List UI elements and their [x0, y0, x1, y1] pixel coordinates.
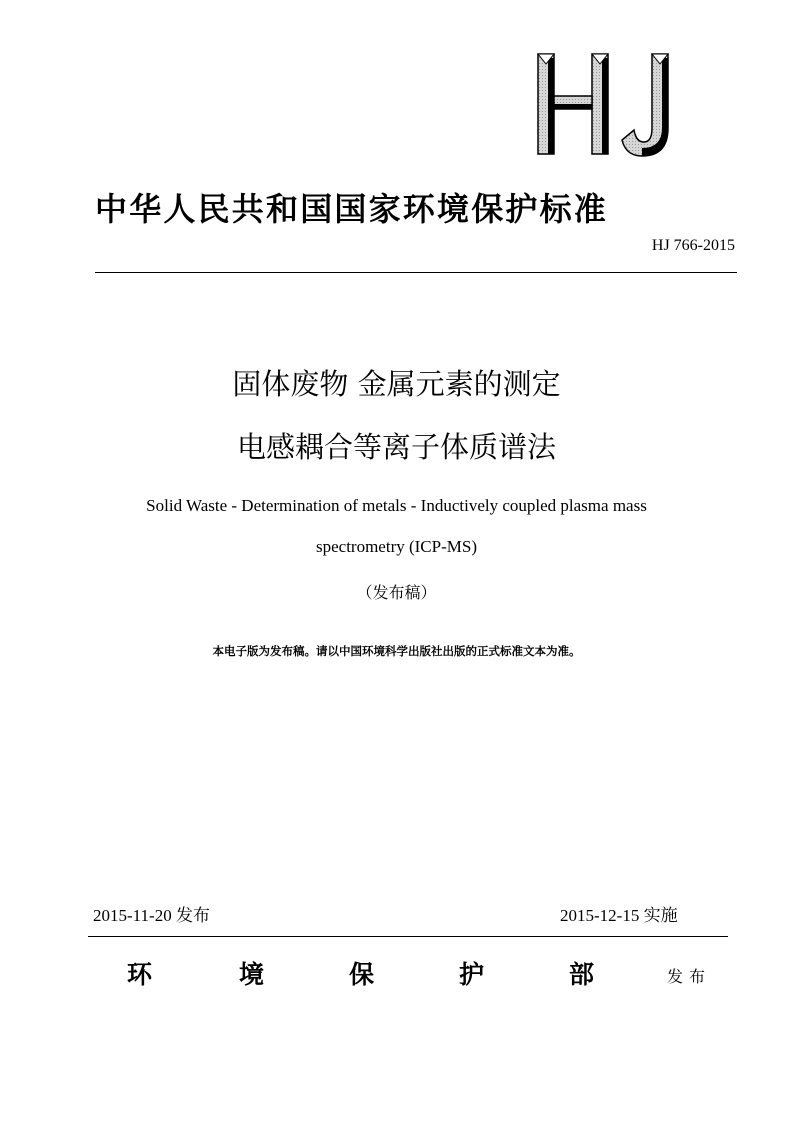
issue-date: 2015-11-20 发布	[93, 906, 210, 925]
standard-category: 中华人民共和国国家环境保护标准	[95, 190, 609, 228]
standard-number: HJ 766-2015	[651, 237, 735, 254]
footer-divider	[88, 936, 728, 937]
issuer-char: 环	[127, 960, 153, 989]
header-divider	[95, 272, 737, 273]
english-title-line-2: spectrometry (ICP-MS)	[315, 537, 477, 556]
title-line-1: 固体废物 金属元素的测定	[232, 367, 561, 401]
issuer-suffix: 发布	[667, 967, 712, 986]
issuer-char: 部	[569, 960, 595, 989]
draft-label: （发布稿）	[356, 583, 437, 602]
english-title-line-1: Solid Waste - Determination of metals - Inductively coupled plasma mass	[146, 496, 647, 515]
issuer-char: 境	[239, 960, 265, 989]
title-line-2: 电感耦合等离子体质谱法	[236, 430, 556, 464]
implementation-date: 2015-12-15 实施	[560, 906, 678, 925]
issuer-char: 保	[349, 960, 375, 989]
hj-logo	[530, 48, 690, 163]
issuer-char: 护	[459, 960, 485, 989]
edition-notice: 本电子版为发布稿。请以中国环境科学出版社出版的正式标准文本为准。	[212, 644, 581, 658]
